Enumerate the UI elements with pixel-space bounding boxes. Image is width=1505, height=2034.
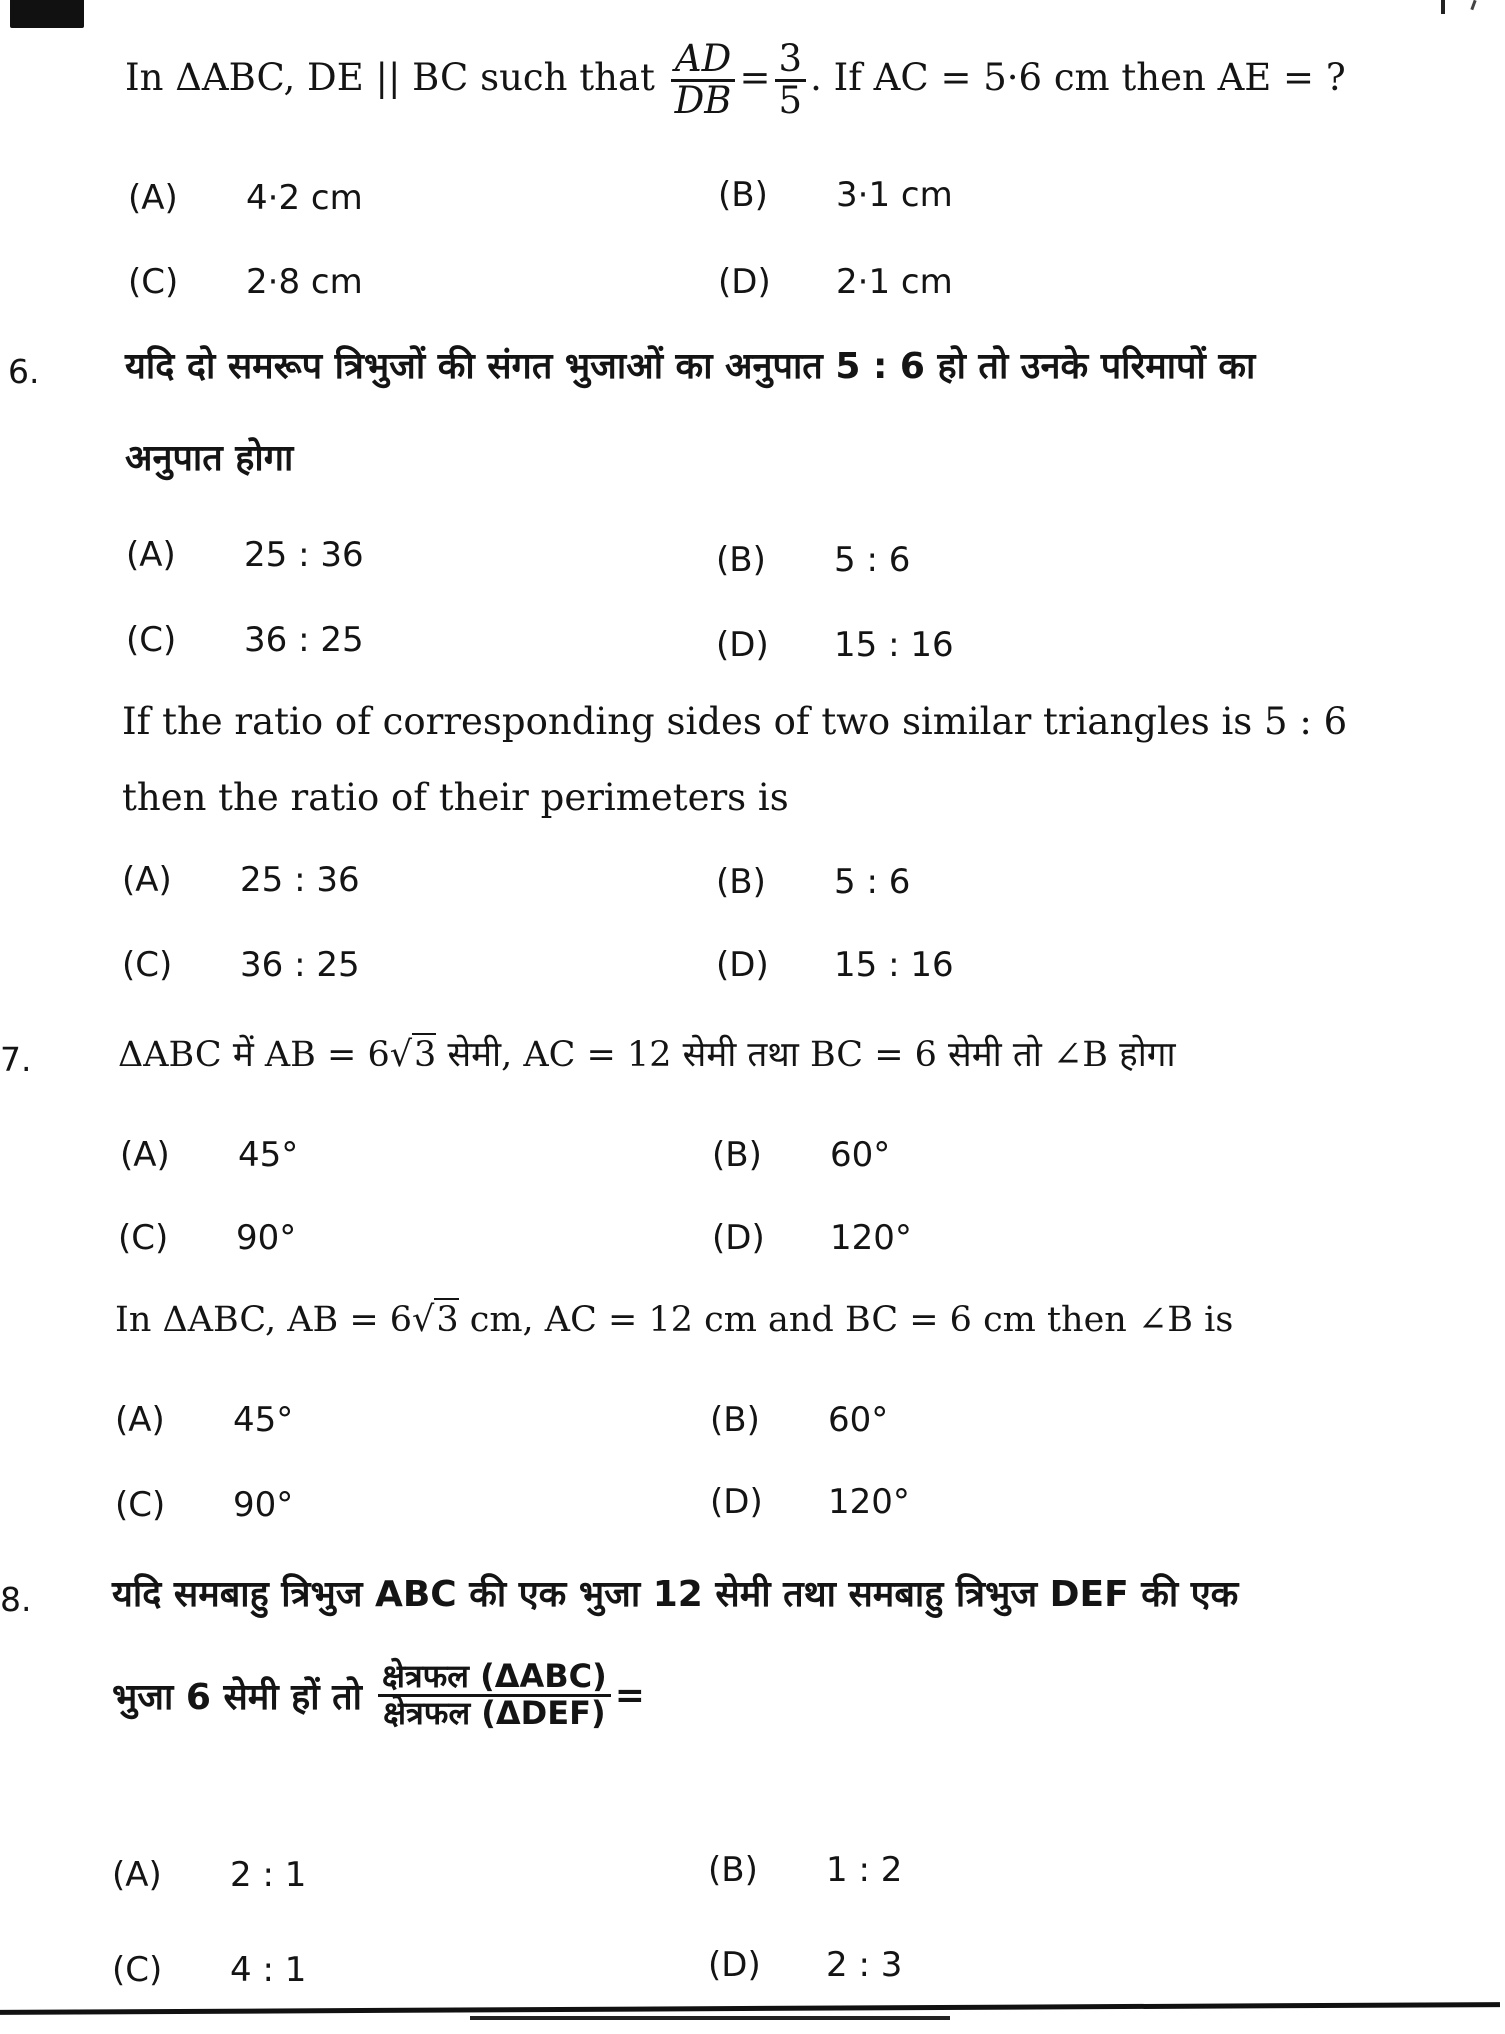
- q8-option-b[interactable]: (B) 1 : 2: [708, 1850, 903, 1890]
- q5-fraction-den: DB: [674, 78, 732, 122]
- top-right-mark-2: [1470, 0, 1476, 10]
- q6-hindi-line2: अनुपात होगा: [125, 438, 294, 479]
- q6-english-option-d[interactable]: (D) 15 : 16: [716, 945, 954, 985]
- bottom-rule: [0, 2002, 1500, 2015]
- q5-value-den: 5: [778, 78, 803, 122]
- q5-ratio-fraction: [671, 37, 736, 122]
- q8-option-a[interactable]: (A) 2 : 1: [112, 1855, 307, 1895]
- q5-equals: =: [739, 55, 771, 99]
- q5-stem: [125, 37, 1346, 122]
- q6-hindi-line1: यदि दो समरूप त्रिभुजों की संगत भुजाओं का अनुपात 5 : 6 हो तो उनके परिमापों का: [125, 346, 1256, 387]
- q6-hindi-option-d[interactable]: (D) 15 : 16: [716, 625, 954, 665]
- q7-english-option-d[interactable]: (D) 120°: [710, 1482, 910, 1522]
- q5-option-d[interactable]: (D) 2·1 cm: [718, 262, 953, 302]
- q7-hindi-option-c[interactable]: (C) 90°: [118, 1218, 297, 1258]
- q7-english-option-a[interactable]: (A) 45°: [115, 1400, 294, 1440]
- q7-english-option-b[interactable]: (B) 60°: [710, 1400, 889, 1440]
- q8-option-d[interactable]: (D) 2 : 3: [708, 1945, 903, 1985]
- q7-number: 7.: [0, 1040, 32, 1079]
- q8-hindi-line1: यदि समबाहु त्रिभुज ABC की एक भुजा 12 सेमी तथा समबाहु त्रिभुज DEF की एक: [112, 1574, 1239, 1615]
- q7-english-stem: In ΔABC, AB = 6√3 cm, AC = 12 cm and BC = 6 cm then ∠B is: [115, 1300, 1234, 1340]
- q5-value-num: 3: [775, 40, 807, 82]
- q8-hindi-line2: भुजा 6 सेमी हों तो $\frac{\text{क्षेत्रफल (ΔABC)}}{\text{क्षेत्रफल (ΔDEF)}}$ =: [112, 1657, 645, 1732]
- q6-english-option-a[interactable]: (A) 25 : 36: [122, 860, 360, 900]
- q8-number: 8.: [0, 1580, 32, 1619]
- q5-option-a[interactable]: (A) 4·2 cm: [128, 178, 363, 218]
- q5-option-c[interactable]: (C) 2·8 cm: [128, 262, 363, 302]
- sqrt-symbol: √: [389, 1035, 413, 1075]
- q5-stem-prefix: In ΔABC, DE || BC such that: [125, 55, 655, 99]
- q7-hindi-option-b[interactable]: (B) 60°: [712, 1135, 891, 1175]
- q7-hindi-stem: ΔABC में AB = 6√3 सेमी, AC = 12 सेमी तथा BC = 6 सेमी तो ∠B होगा: [118, 1035, 1176, 1075]
- q6-english-option-b[interactable]: (B) 5 : 6: [716, 862, 911, 902]
- q6-english-option-c[interactable]: (C) 36 : 25: [122, 945, 360, 985]
- q5-fraction-num: AD: [671, 40, 735, 82]
- q5-stem-suffix: . If AC = 5·6 cm then AE = ?: [810, 55, 1346, 99]
- q8-option-c[interactable]: (C) 4 : 1: [112, 1950, 307, 1990]
- q6-hindi-option-a[interactable]: (A) 25 : 36: [126, 535, 364, 575]
- q7-hindi-option-d[interactable]: (D) 120°: [712, 1218, 912, 1258]
- q7-english-option-c[interactable]: (C) 90°: [115, 1485, 294, 1525]
- q6-english-line2: then the ratio of their perimeters is: [122, 776, 789, 819]
- q8-area-fraction: $\frac{\text{क्षेत्रफल (ΔABC)}}{\text{क्षेत्रफल (ΔDEF)}}$: [378, 1660, 611, 1730]
- q7-hindi-option-a[interactable]: (A) 45°: [120, 1135, 299, 1175]
- q5-value-fraction: [775, 37, 807, 122]
- sqrt-symbol: √: [412, 1300, 435, 1340]
- q6-number: 6.: [8, 352, 40, 391]
- q6-hindi-option-c[interactable]: (C) 36 : 25: [126, 620, 364, 660]
- page-number-badge: [10, 0, 84, 28]
- q5-option-b[interactable]: (B) 3·1 cm: [718, 175, 953, 215]
- top-right-mark: [1441, 0, 1445, 14]
- q6-hindi-option-b[interactable]: (B) 5 : 6: [716, 540, 911, 580]
- bottom-rule-box: [470, 2016, 950, 2020]
- q6-english-line1: If the ratio of corresponding sides of two similar triangles is 5 : 6: [122, 700, 1348, 743]
